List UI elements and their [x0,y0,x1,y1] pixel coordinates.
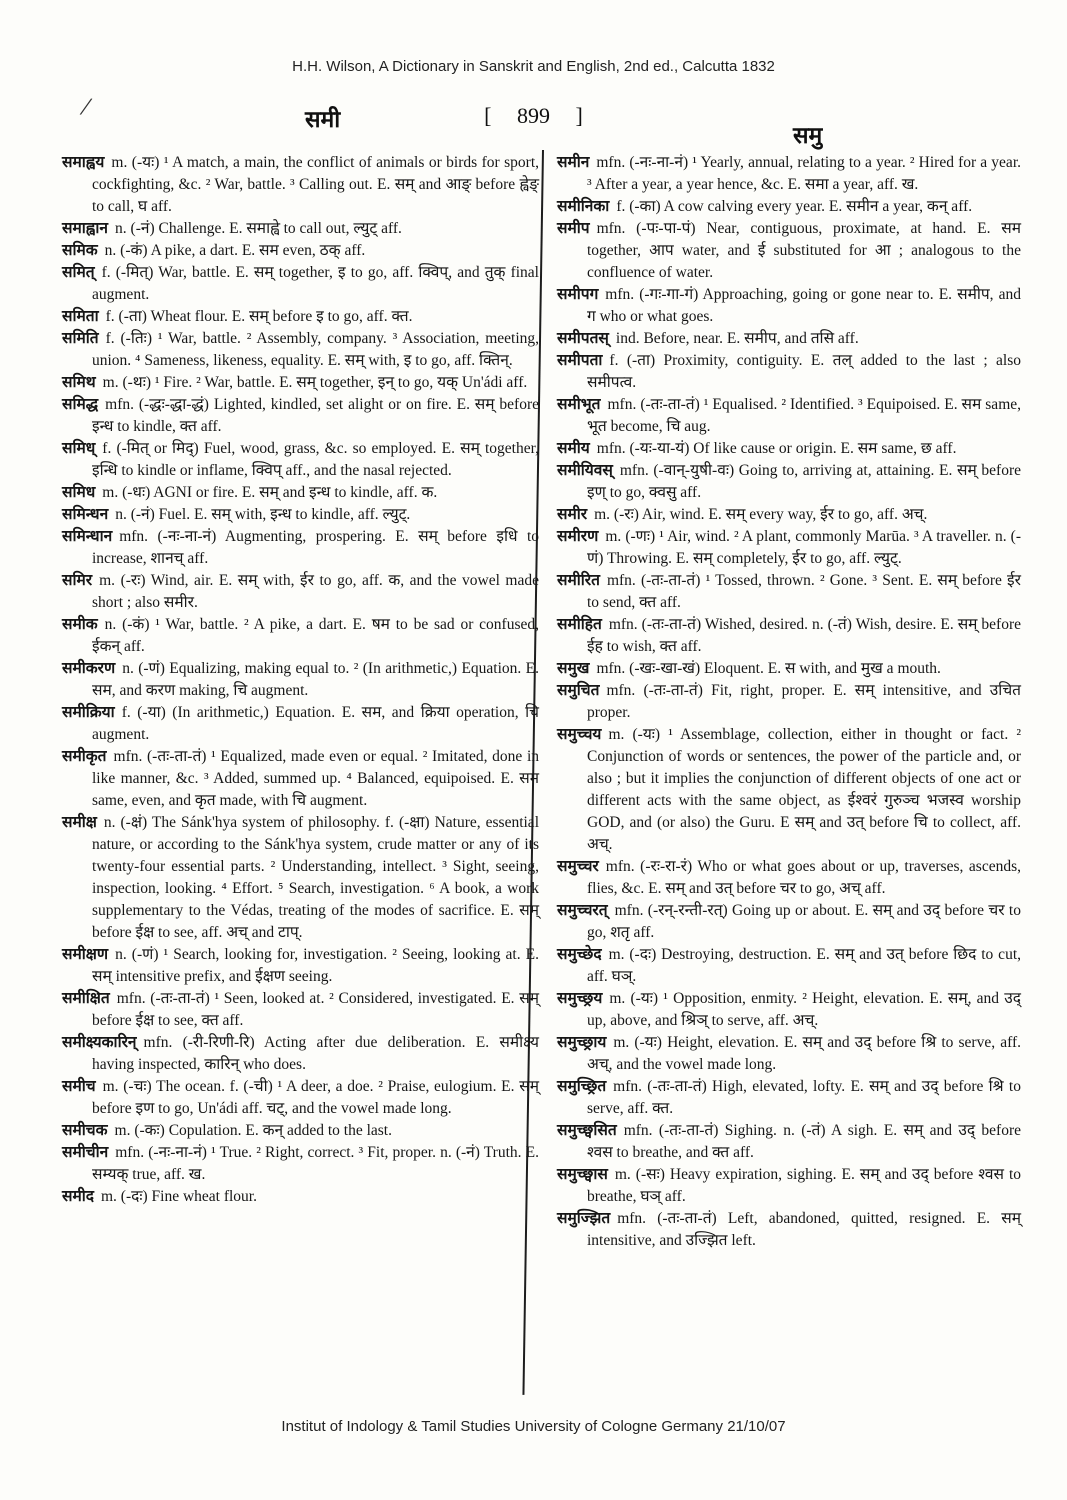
dictionary-entry [62,812,539,944]
entry-body: m. (-रः) Air, wind. E. सम् every way, ईर to go, aff. अच्. [594,506,928,523]
entry-headword: समीक्ष [62,814,97,831]
entry-headword: समीपग [557,286,599,303]
entry-headword: समीरित [557,572,600,589]
pen-mark: / [80,91,92,122]
left-column [62,152,539,1208]
entry-body: f. (-का) A cow calving every year. E. समीन a year, कन् aff. [616,198,973,215]
entry-headword: समीक्ष्यकारिन् [62,1034,137,1051]
entry-headword: समीरण [557,528,599,545]
dictionary-entry [62,658,539,702]
entry-body: mfn. (-तः-ता-तं) Fit, right, proper. E. सम् intensitive, and उचित proper. [587,682,1021,721]
entry-headword: समिध [62,484,96,501]
right-column [557,152,1021,1252]
entry-body: m. (-रः) Wind, air. E. सम् with, ईर to go, aff. क, and the vowel made short ; also समीर. [92,572,539,611]
entry-body: mfn. (-तः-ता-तं) Left, abandoned, quitted, resigned. E. सम् intensitive, and उज्झित left. [587,1210,1021,1249]
dictionary-entry [62,746,539,812]
entry-body: mfn. (-तः-ता-तं) ¹ Tossed, thrown. ² Gone. ³ Sent. E. सम् before ईर to send, क्त aff. [587,572,1021,611]
dictionary-entry [557,988,1021,1032]
entry-body: mfn. (-नः-ना-नं) ¹ Yearly, annual, relating to a year. ² Hired for a year. ³ After a year, a year hence, &c. E. समा a year, aff. ख. [587,154,1021,193]
entry-headword: समुच्छ्रित [557,1078,607,1095]
entry-headword: समिक [62,242,98,259]
entry-body: mfn. (-तः-ता-तं) Sighing. n. (-तं) A sigh. E. सम् and उद् before श्वस to breathe, and क्त aff. [587,1122,1021,1161]
entry-headword: समीच [62,1078,96,1095]
entry-body: n. (-कं) A pike, a dart. E. सम even, ठक् aff. [104,242,366,259]
dictionary-entry [62,614,539,658]
dictionary-entry [62,526,539,570]
dictionary-entry [557,658,1021,680]
entry-body: m. (-यः) ¹ A match, a main, the conflict of animals or birds for sport, cockfighting, &c. ² War, battle. ³ Calling out. E. सम् and आङ् before ह्वेङ् to call, घ aff. [92,154,539,215]
entry-headword: समिथ [62,374,96,391]
entry-body: mfn. (-यः-या-यं) Of like cause or origin. E. सम same, छ aff. [596,440,957,457]
entry-body: f. (-मित्) War, battle. E. सम् together, इ to go, aff. क्विप्, and तुक् final augment. [92,264,539,303]
entry-headword: समीयिवस् [557,462,613,479]
entry-body: mfn. (-तः-ता-तं) High, elevated, lofty. E. सम् and उद् before श्रि to serve, aff. क्त. [587,1078,1021,1117]
dictionary-entry [62,1076,539,1120]
entry-headword: समीय [557,440,590,457]
entry-body: mfn. (-पः-पा-पं) Near, contiguous, proximate, at hand. E. सम together, आप water, and ई substituted for आ ; analogous to the confluence of water. [587,220,1021,281]
dictionary-entry [557,460,1021,504]
entry-body: m. (-यः) ¹ Opposition, enmity. ² Height, elevation. E. सम्, and उद् up, above, and श्रिञ् to serve, aff. अच्. [587,990,1021,1029]
entry-headword: समिति [62,330,99,347]
dictionary-entry [557,152,1021,196]
dictionary-entry [557,504,1021,526]
dictionary-entry [557,526,1021,570]
entry-headword: समीन [557,154,590,171]
entry-headword: समुच्छ्वसित [557,1122,617,1139]
entry-body: mfn. (-नः-ना-नं) ¹ True. ² Right, correct. ³ Fit, proper. n. (-नं) Truth. E. सम्यक् true, aff. ख. [92,1144,539,1183]
entry-body: mfn. (-तः-ता-तं) ¹ Equalized, made even or equal. ² Imitated, done in like manner, &c. ³ Added, summed up. ⁴ Balanced, equipoised. E. सम same, even, and कृत made, with चि augment. [92,748,539,809]
entry-body: mfn. (-री-रिणी-रि) Acting after due deliberation. E. समीक्ष्य having inspected, कारिन् who does. [92,1034,539,1073]
entry-body: mfn. (-रः-रा-रं) Who or what goes about or up, traverses, ascends, flies, &c. E. सम् and उत् before चर to go, अच् aff. [587,858,1021,897]
entry-headword: समीपतस् [557,330,609,347]
entry-body: n. (-नं) Challenge. E. समाह्वे to call out, ल्युट् aff. [115,220,402,237]
dictionary-entry [62,1032,539,1076]
entry-headword: समुच्चरत् [557,902,608,919]
dictionary-entry [557,1164,1021,1208]
entry-headword: समुख [557,660,590,677]
entry-headword: समुच्चय [557,726,602,743]
entry-headword: समिन्धान [62,528,113,545]
dictionary-entry [62,1142,539,1186]
dictionary-entry [62,482,539,504]
dictionary-entry [557,1120,1021,1164]
scan-source-title: H.H. Wilson, A Dictionary in Sanskrit and English, 2nd ed., Calcutta 1832 [292,58,775,75]
entry-headword: समीक्षित [62,990,110,1007]
dictionary-entry [557,856,1021,900]
entry-headword: समीक [62,616,98,633]
entry-body: n. (-णं) Equalizing, making equal to. ² (In arithmetic,) Equation. E. सम, and करण making, चि augment. [92,660,539,699]
entry-body: n. (-क्षं) The Sánk'hya system of philosophy. f. (-क्षा) Nature, essential nature, or according to the Sánk'hya system, crude matter or any of its twenty-four essential parts. ² Understanding, intellect. ³ Sight, seeing, inspection, looking. ⁴ Effort. ⁵ Search, investigation. ⁶ A book, a work supplementary to the Védas, treating of the modes of sacrifice. E. सम् before ईक्ष to see, aff. अच् and टाप्. [92,814,539,941]
entry-body: n. (-नं) Fuel. E. सम् with, इन्ध to kindle, aff. ल्युट्. [115,506,411,523]
dictionary-entry [62,1186,539,1208]
entry-headword: समिता [62,308,99,325]
dictionary-entry [62,328,539,372]
entry-body: f. (-ता) Wheat flour. E. सम् before इ to go, aff. क्त. [105,308,413,325]
dictionary-entry [557,1076,1021,1120]
entry-headword: समीकृत [62,748,107,765]
entry-body: mfn. (-तः-ता-तं) ¹ Seen, looked at. ² Considered, investigated. E. सम् before ईक्ष to see, क्त aff. [92,990,539,1029]
entry-headword: समीभूत [557,396,601,413]
entry-body: f. (-मित् or मिद्) Fuel, wood, grass, &c. so employed. E. सम् together, इन्धि to kindle or inflame, क्विप् aff., and the nasal rejected. [92,440,539,479]
scan-footer: Institut of Indology & Tamil Studies University of Cologne Germany 21/10/07 [281,1418,786,1435]
entry-body: n. (-कं) ¹ War, battle. ² A pike, a dart. E. षम to be sad or confused, ईकन् aff. [92,616,539,655]
entry-headword: समीनिका [557,198,610,215]
dictionary-entry [62,152,539,218]
entry-body: mfn. (-द्धः-द्धा-द्धं) Lighted, kindled, set alight or on fire. E. सम् before इन्ध to kindle, क्त aff. [92,396,539,435]
dictionary-entry [557,944,1021,988]
entry-body: mfn. (-गः-गा-गं) Approaching, going or gone near to. E. समीप, and ग who or what goes. [587,286,1021,325]
header-guide-word-left: समी [305,107,341,132]
entry-headword: समुच्छ्वास [557,1166,608,1183]
dictionary-entry [557,394,1021,438]
entry-headword: समिद्ध [62,396,99,413]
entry-body: m. (-णः) ¹ Air, wind. ² A plant, commonly Marūa. ³ A traveller. n. (-णं) Throwing. E. सम् completely, ईर to go, aff. ल्युट्. [587,528,1021,567]
dictionary-entry [557,328,1021,350]
dictionary-entry [62,372,539,394]
entry-body: mfn. (-नः-ना-नं) Augmenting, prospering. E. सम् before इधि to increase, शानच् aff. [92,528,539,567]
header-guide-word-right: समु [793,123,823,148]
entry-headword: समुचित [557,682,600,699]
dictionary-entry [557,284,1021,328]
entry-headword: समिर [62,572,93,589]
dictionary-entry [62,1120,539,1142]
entry-body: mfn. (-तः-ता-तं) ¹ Equalised. ² Identified. ³ Equipoised. E. सम same, भूत become, चि aug. [587,396,1021,435]
dictionary-entry [62,306,539,328]
dictionary-entry [557,614,1021,658]
entry-body: m. (-सः) Heavy expiration, sighing. E. सम् and उद् before श्वस to breathe, घञ् aff. [587,1166,1021,1205]
entry-headword: समीक्षण [62,946,109,963]
entry-headword: समीक्रिया [62,704,115,721]
dictionary-entry [557,680,1021,724]
entry-body: m. (-दः) Destroying, destruction. E. सम् and उत् before छिद to cut, aff. घञ्. [587,946,1021,985]
dictionary-entry [557,350,1021,394]
entry-headword: समीद [62,1188,94,1205]
entry-headword: समुच्छेद [557,946,602,963]
entry-headword: समुच्छ्राय [557,1034,607,1051]
dictionary-entry [557,438,1021,460]
entry-body: f. (-या) (In arithmetic,) Equation. E. सम, and क्रिया operation, चि augment. [92,704,539,743]
entry-headword: समुज्झित [557,1210,611,1227]
dictionary-entry [62,394,539,438]
entry-body: m. (-यः) Height, elevation. E. सम् and उद् before श्रि to serve, aff. अच्, and the vowel made long. [587,1034,1021,1073]
dictionary-entry [557,724,1021,856]
dictionary-entry [557,570,1021,614]
dictionary-entry [62,218,539,240]
entry-body: m. (-चः) The ocean. f. (-ची) ¹ A deer, a doe. ² Praise, eulogium. E. सम् before इण to go, Un'ádi aff. चट्, and the vowel made long. [92,1078,539,1117]
entry-headword: समित् [62,264,95,281]
entry-headword: समीपता [557,352,603,369]
page-number: [ 899 ] [484,103,583,128]
entry-body: m. (-कः) Copulation. E. कन् added to the last. [114,1122,392,1139]
dictionary-entry [62,240,539,262]
entry-headword: समाह्वय [62,154,105,171]
entry-body: mfn. (-वान्-युषी-वः) Going to, arriving at, attaining. E. सम् before इण् to go, क्वसु aff. [587,462,1021,501]
dictionary-entry [62,504,539,526]
dictionary-entry [62,438,539,482]
entry-headword: समीकरण [62,660,116,677]
entry-headword: समिन्धन [62,506,109,523]
dictionary-entry [557,1208,1021,1252]
entry-body: mfn. (-रन्-रन्ती-रत्) Going up or about. E. सम् and उद् before चर to go, शतृ aff. [587,902,1021,941]
entry-headword: समीर [557,506,588,523]
entry-body: m. (-थः) ¹ Fire. ² War, battle. E. सम् together, इन् to go, यक् Un'ádi aff. [102,374,528,391]
entry-headword: समीचीन [62,1144,109,1161]
entry-body: mfn. (-तः-ता-तं) Wished, desired. n. (-तं) Wish, desire. E. सम् before ईह to wish, क्त aff. [587,616,1021,655]
entry-body: mfn. (-खः-खा-खं) Eloquent. E. स with, and मुख a mouth. [596,660,941,677]
entry-body: n. (-णं) ¹ Search, looking for, investigation. ² Seeing, looking at. E. सम् intensitive prefix, and ईक्षण seeing. [92,946,539,985]
entry-headword: समाह्वान [62,220,109,237]
entry-body: f. (-तिः) ¹ War, battle. ² Assembly, company. ³ Association, meeting, union. ⁴ Sameness, likeness, equality. E. सम् with, इ to go, aff. क्तिन्. [92,330,539,369]
entry-body: m. (-धः) AGNI or fire. E. सम् and इन्ध to kindle, aff. क. [102,484,438,501]
dictionary-entry [557,900,1021,944]
entry-body: ind. Before, near. E. समीप, and तसि aff. [615,330,859,347]
entry-headword: समीचक [62,1122,108,1139]
entry-headword: समुच्छ्रय [557,990,603,1007]
dictionary-entry [557,196,1021,218]
entry-headword: समीप [557,220,590,237]
dictionary-entry [557,1032,1021,1076]
entry-body: m. (-दः) Fine wheat flour. [101,1188,257,1205]
entry-headword: समीहित [557,616,602,633]
dictionary-entry [62,570,539,614]
dictionary-entry [62,944,539,988]
dictionary-entry [62,988,539,1032]
dictionary-entry [557,218,1021,284]
entry-body: f. (-ता) Proximity, contiguity. E. तल् added to the last ; also समीपत्व. [587,352,1021,391]
dictionary-entry [62,702,539,746]
entry-headword: समिध् [62,440,96,457]
dictionary-entry [62,262,539,306]
entry-headword: समुच्चर [557,858,599,875]
entry-body: m. (-यः) ¹ Assemblage, collection, either in thought or fact. ² Conjunction of words or sentences, the power of the particle and, or also ; but it implies the conjunction of different objects of one act or different acts with the same object, as ईश्वरं गुरुञ्च भजस्व worship GOD, and (or also) the Guru. E सम् and उत् before चि to collect, aff. अच्. [587,726,1021,853]
